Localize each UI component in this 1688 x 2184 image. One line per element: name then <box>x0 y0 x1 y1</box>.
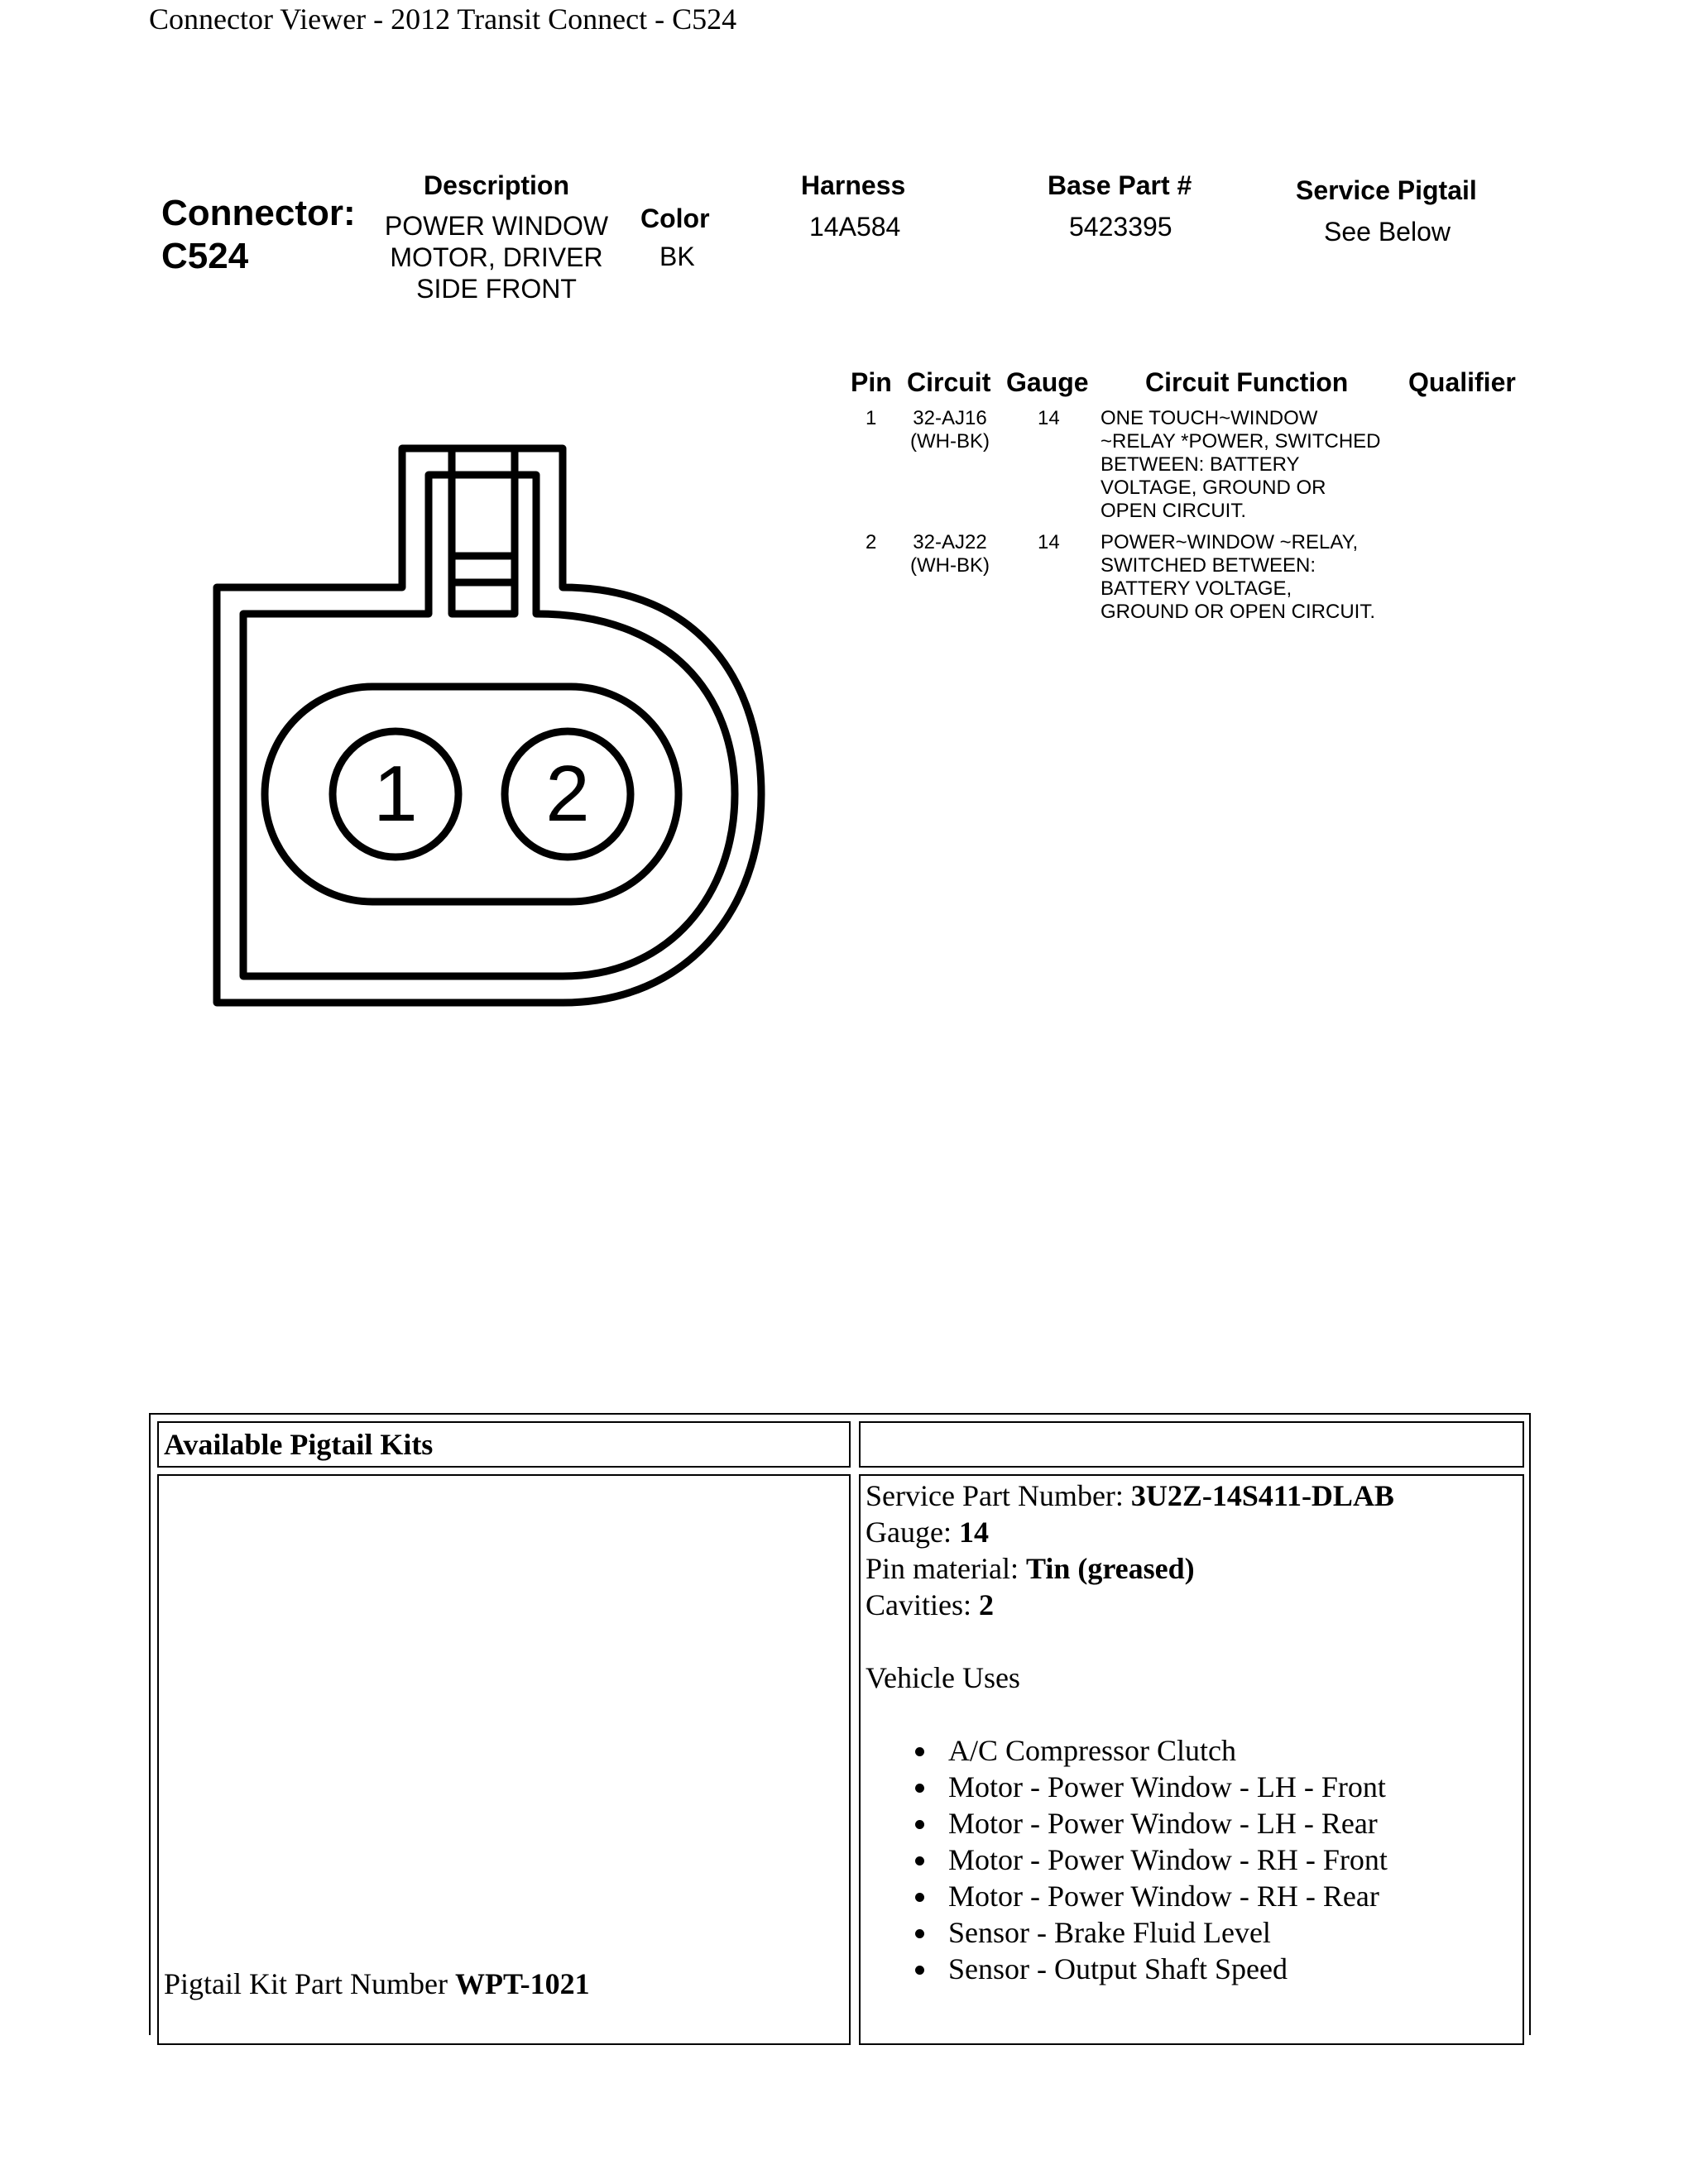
cavities <box>866 1587 1394 1623</box>
pigtail-gauge-label: Gauge: <box>866 1516 959 1549</box>
pigtail-kit-label: Pigtail Kit Part Number <box>164 1967 455 2000</box>
service-pigtail-value: See Below <box>1324 217 1451 247</box>
bullet-icon <box>915 1747 924 1756</box>
list-item <box>909 1842 1394 1878</box>
service-part-label: Service Part Number: <box>866 1479 1131 1512</box>
service-part-number <box>866 1478 1394 1514</box>
pin-material-label: Pin material: <box>866 1552 1026 1585</box>
vehicle-use-text: Sensor - Brake Fluid Level <box>948 1916 1271 1949</box>
pin-header: Pin <box>851 367 892 397</box>
bullet-icon <box>915 1820 924 1829</box>
pigtail-header-empty-cell <box>859 1421 1524 1468</box>
pigtail-header: Available Pigtail Kits <box>164 1428 434 1461</box>
function-line: GROUND OR OPEN CIRCUIT. <box>1101 601 1376 623</box>
pin-function <box>1101 407 1381 523</box>
description-line: POWER WINDOW <box>384 211 609 241</box>
function-line: POWER~WINDOW ~RELAY, <box>1101 531 1359 553</box>
vehicle-use-text: Motor - Power Window - RH - Front <box>948 1843 1388 1876</box>
connector-id: C524 <box>161 236 249 276</box>
pigtail-kit-part-number <box>164 1966 590 2002</box>
list-item <box>909 1805 1394 1842</box>
color-value: BK <box>659 242 695 271</box>
pigtail-gauge-value: 14 <box>958 1516 989 1549</box>
connector-outer-outline <box>217 448 761 1003</box>
list-item <box>909 1878 1394 1914</box>
function-line: VOLTAGE, GROUND OR <box>1101 477 1326 499</box>
circuit-line: 32-AJ16 <box>913 407 987 429</box>
pin-label-2: 2 <box>545 750 590 838</box>
cavities-value: 2 <box>979 1588 994 1621</box>
pin-cavity-outline <box>265 687 679 902</box>
list-item <box>909 1951 1394 1987</box>
circuit-header: Circuit <box>907 367 991 397</box>
pigtail-kit-value: WPT-1021 <box>454 1967 590 2000</box>
connector-label-line1: Connector: <box>161 193 356 233</box>
bullet-icon <box>915 1856 924 1866</box>
pigtail-gauge <box>866 1514 1394 1550</box>
vehicle-use-text: A/C Compressor Clutch <box>948 1734 1236 1767</box>
vehicle-use-text: Motor - Power Window - LH - Rear <box>948 1807 1378 1840</box>
connector-face-diagram <box>207 430 770 1026</box>
pin-gauge: 14 <box>1038 531 1060 553</box>
qualifier-header: Qualifier <box>1408 367 1516 397</box>
list-item <box>909 1732 1394 1769</box>
vehicle-use-text: Motor - Power Window - RH - Rear <box>948 1880 1379 1913</box>
function-line: OPEN CIRCUIT. <box>1101 500 1247 522</box>
circuit-line: 32-AJ22 <box>913 531 987 553</box>
pigtail-details <box>866 1478 1394 1987</box>
pin-function <box>1101 531 1375 624</box>
harness-header: Harness <box>801 170 906 200</box>
page-title: Connector Viewer - 2012 Transit Connect - C524 <box>149 2 737 36</box>
pigtail-details-cell <box>859 1474 1524 2045</box>
function-line: SWITCHED BETWEEN: <box>1101 554 1316 577</box>
vehicle-use-text: Motor - Power Window - LH - Front <box>948 1770 1386 1803</box>
pin-gauge: 14 <box>1038 407 1060 429</box>
function-line: BATTERY VOLTAGE, <box>1101 577 1292 600</box>
pin-number: 2 <box>866 531 877 553</box>
description-line: SIDE FRONT <box>416 274 577 304</box>
gauge-header: Gauge <box>1006 367 1089 397</box>
base-part-value: 5423395 <box>1069 212 1172 242</box>
bullet-icon <box>915 1893 924 1902</box>
circuit-line: (WH-BK) <box>910 554 990 577</box>
connector-label <box>161 192 356 278</box>
vehicle-uses-label: Vehicle Uses <box>866 1661 1020 1694</box>
pin-label-1: 1 <box>373 750 418 838</box>
pigtail-kits-table <box>149 1413 1531 2035</box>
pin-material-value: Tin (greased) <box>1025 1552 1195 1585</box>
service-pigtail-header: Service Pigtail <box>1296 175 1477 205</box>
circuit-line: (WH-BK) <box>910 430 990 453</box>
description-line: MOTOR, DRIVER <box>390 242 603 272</box>
pin-circuit <box>909 531 991 577</box>
color-header: Color <box>640 204 710 233</box>
base-part-header: Base Part # <box>1048 170 1192 200</box>
function-line: BETWEEN: BATTERY <box>1101 453 1300 476</box>
vehicle-use-text: Sensor - Output Shaft Speed <box>948 1952 1288 1985</box>
bullet-icon <box>915 1966 924 1975</box>
description-value <box>364 210 629 304</box>
circuit-function-header: Circuit Function <box>1145 367 1349 397</box>
service-part-value: 3U2Z-14S411-DLAB <box>1130 1479 1394 1512</box>
list-item <box>909 1914 1394 1951</box>
vehicle-uses-list <box>909 1732 1394 1987</box>
pin-circuit <box>909 407 991 453</box>
harness-value: 14A584 <box>809 212 901 242</box>
list-item <box>909 1769 1394 1805</box>
function-line: ~RELAY *POWER, SWITCHED <box>1101 430 1381 453</box>
pigtail-header-cell <box>157 1421 851 1468</box>
pin-material <box>866 1550 1394 1587</box>
function-line: ONE TOUCH~WINDOW <box>1101 407 1318 429</box>
cavities-label: Cavities: <box>866 1588 979 1621</box>
bullet-icon <box>915 1784 924 1793</box>
description-header: Description <box>423 170 570 200</box>
pigtail-kit-cell <box>157 1474 851 2045</box>
bullet-icon <box>915 1929 924 1938</box>
pin-number: 1 <box>866 407 877 429</box>
